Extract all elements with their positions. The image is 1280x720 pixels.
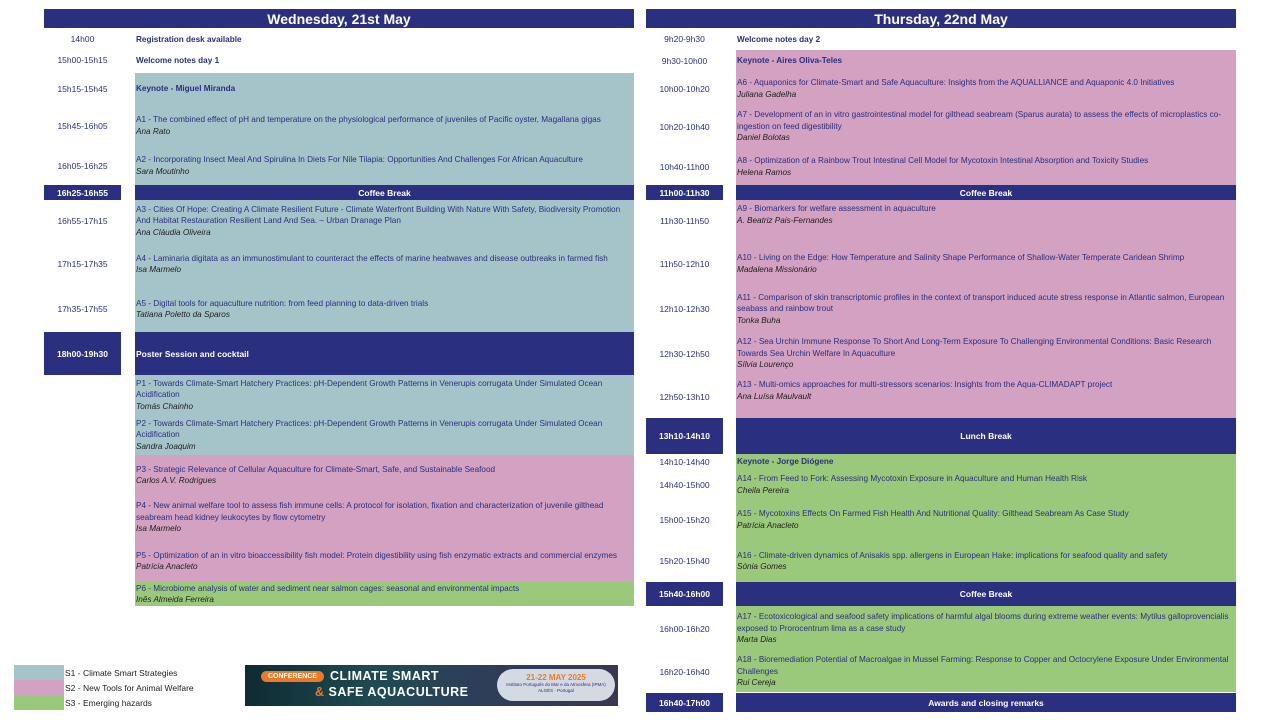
awards-closing: Awards and closing remarks xyxy=(736,693,1236,712)
talk-title: A4 - Laminaria digitata as an immunostimulant to counteract the effects of marine heatwaves and disease outbreaks in farmed fish xyxy=(136,253,608,263)
talk-a16 xyxy=(736,540,1236,582)
talk-title: A7 - Development of an in vitro gastrointestinal model for gilthead seabream (Sparus aurata) to assess the effects of microplastics co-ingestion on feed digestibility xyxy=(737,110,1222,131)
time-a7: 10h20-10h40 xyxy=(659,121,710,132)
keynote-oliva-teles xyxy=(736,50,1236,72)
poster-author: Isa Marmelo xyxy=(136,524,182,534)
keynote-label: Keynote - Miguel Miranda xyxy=(136,84,236,94)
keynote-label: Keynote - Jorge Diógene xyxy=(737,457,834,467)
poster-p1 xyxy=(135,375,634,415)
coffee-break-day2-pm: Coffee Break xyxy=(736,582,1236,606)
talk-author: Tatiana Poletto da Sparos xyxy=(136,310,230,319)
banner-place: ALGÉS · Portugal xyxy=(538,688,574,693)
talk-a14 xyxy=(736,470,1236,499)
talk-author: Helena Ramos xyxy=(737,167,792,177)
talk-title: A12 - Sea Urchin Immune Response To Short And Long-Term Exposure To Challenging Environmental Conditions: Basic Research Towards Sea Urchin Welfare In Aquaculture xyxy=(737,337,1212,358)
poster-author: Inês Almeida Ferreira xyxy=(136,595,214,604)
talk-author: Sílvia Lourenço xyxy=(737,360,794,370)
banner-amp: & xyxy=(315,685,325,699)
conference-banner xyxy=(245,665,618,706)
time-registration: 14h00 xyxy=(70,34,95,44)
talk-a11 xyxy=(736,286,1236,332)
poster-title: P4 - New animal welfare tool to assess fish immune cells: A protocol for isolation, fixation and characterization of juvenile gilthead seabream head kidney leukocytes by flow cytometry xyxy=(136,501,604,522)
legend-s1: S1 - Climate Smart Strategies xyxy=(65,668,178,678)
talk-a3 xyxy=(135,200,634,242)
talk-author: Sónia Gomes xyxy=(737,562,787,571)
legend-s2: S2 - New Tools for Animal Welfare xyxy=(65,683,194,693)
talk-title: A16 - Climate-driven dynamics of Anisakis spp. allergens in European Hake: implications for seafood quality and safety xyxy=(737,550,1168,560)
time-lunch: 13h10-14h10 xyxy=(646,418,723,454)
time-poster-session: 18h00-19h30 xyxy=(44,332,121,375)
time-a2: 16h05-16h25 xyxy=(57,160,108,171)
poster-session-bar xyxy=(135,332,634,375)
talk-author: Marta Dias xyxy=(737,635,777,645)
talk-title: A11 - Comparison of skin transcriptomic profiles in the context of transport induced acute stress response in Atlantic salmon, European seabass and rainbow trout xyxy=(737,292,1225,314)
talk-author: Daniel Bolotas xyxy=(737,133,790,143)
welcome-day1-label: Welcome notes day 1 xyxy=(136,55,220,65)
poster-session-label: Poster Session and cocktail xyxy=(136,348,249,359)
keynote-diogene xyxy=(736,454,1236,470)
poster-author: Tomás Chainho xyxy=(136,401,194,411)
registration-label: Registration desk available xyxy=(136,34,242,44)
talk-a6 xyxy=(736,72,1236,105)
talk-author: Sara Moutinho xyxy=(136,166,190,176)
lunch-break: Lunch Break xyxy=(736,418,1236,454)
talk-a7 xyxy=(736,105,1236,148)
time-awards: 16h40-17h00 xyxy=(646,693,723,712)
talk-title: A10 - Living on the Edge: How Temperature and Salinity Shape Performance of Shallow-Water Temperate Caridean Shrimp xyxy=(737,253,1185,262)
time-a16: 15h20-15h40 xyxy=(659,556,710,566)
time-coffee1-day2: 11h00-11h30 xyxy=(646,185,723,200)
talk-a9 xyxy=(736,200,1236,241)
talk-author: Isa Marmelo xyxy=(136,265,182,274)
talk-a18 xyxy=(736,651,1236,692)
talk-a17 xyxy=(736,606,1236,651)
talk-a4 xyxy=(135,242,634,286)
legend-s3: S3 - Emerging hazards xyxy=(65,698,152,708)
talk-a13 xyxy=(736,375,1236,418)
time-a3: 16h55-17h15 xyxy=(57,216,108,226)
talk-title: A2 - Incorporating Insect Meal And Spirulina In Diets For Nile Tilapia: Opportunities And Challenges For African Aquaculture xyxy=(136,155,583,164)
talk-a10 xyxy=(736,241,1236,286)
banner-venue: Instituto Português do Mar e da Atmosfera (IPMA) xyxy=(506,682,606,687)
poster-title: P5 - Optimization of an in vitro bioaccessibility fish model: Protein digestibility using fish enzymatic extracts and commercial enzymes xyxy=(136,550,617,560)
time-a6: 10h00-10h20 xyxy=(659,83,710,94)
poster-author: Patrícia Anacleto xyxy=(136,562,198,571)
legend-swatch-s2 xyxy=(14,680,64,695)
time-a14: 14h40-15h00 xyxy=(659,479,710,490)
time-keynote-day1: 15h15-15h45 xyxy=(57,84,108,94)
time-welcome-day2: 9h20-9h30 xyxy=(664,34,705,44)
time-a5: 17h35-17h55 xyxy=(57,304,108,314)
talk-a8 xyxy=(736,148,1236,185)
time-coffee-day1: 16h25-16h55 xyxy=(44,185,121,200)
talk-title: A3 - Cities Of Hope: Creating A Climate Resilient Future - Climate Waterfront Building With Nature With Safety, Biodiversity Promotion And Habitat Restauration Resilient Land And Sea. – Urban Dranage Plan xyxy=(136,204,621,226)
talk-a5 xyxy=(135,286,634,332)
time-a10: 11h50-12h10 xyxy=(659,258,710,269)
talk-author: Madalena Missionário xyxy=(737,264,817,274)
banner-date-pill xyxy=(497,669,615,701)
talk-title: A5 - Digital tools for aquaculture nutrition: from feed planning to data-driven trials xyxy=(136,298,429,308)
talk-author: Ana Rato xyxy=(136,126,171,136)
coffee-break-day2-am: Coffee Break xyxy=(736,185,1236,200)
coffee-break-day1: Coffee Break xyxy=(135,185,634,200)
time-a11: 12h10-12h30 xyxy=(659,304,710,314)
poster-title: P6 - Microbiome analysis of water and sediment near salmon cages: seasonal and environmental impacts xyxy=(136,583,520,593)
time-a18: 16h20-16h40 xyxy=(659,666,710,677)
talk-author: Patrícia Anacleto xyxy=(737,520,799,530)
talk-title: A8 - Optimization of a Rainbow Trout Intestinal Cell Model for Mycotoxin Intestinal Absorption and Toxicity Studies xyxy=(737,156,1149,165)
talk-title: A9 - Biomarkers for welfare assessment in aquaculture xyxy=(737,204,936,213)
time-a13: 12h50-13h10 xyxy=(659,391,710,402)
talk-author: Juliana Gadelha xyxy=(737,89,797,99)
time-keynote1-day2: 9h30-10h00 xyxy=(661,56,708,66)
time-keynote2-day2: 14h10-14h40 xyxy=(659,457,710,467)
banner-line1: CLIMATE SMART xyxy=(330,669,440,683)
talk-title: A14 - From Feed to Fork: Assessing Mycotoxin Exposure in Aquaculture and Human Health Risk xyxy=(737,474,1087,483)
banner-line2: SAFE AQUACULTURE xyxy=(328,685,469,699)
keynote-label: Keynote - Aires Oliva-Teles xyxy=(737,56,843,66)
poster-author: Carlos A.V. Rodrigues xyxy=(136,476,217,485)
talk-title: A18 - Bioremediation Potential of Macroalgae in Mussel Farming: Response to Copper and Octocrylene Exposure Under Environmental Challenges xyxy=(737,655,1229,676)
time-a1: 15h45-16h05 xyxy=(57,120,108,131)
poster-p5 xyxy=(135,540,634,582)
talk-author: Tonka Buha xyxy=(737,315,781,325)
conference-tag: CONFERENCE xyxy=(261,671,324,682)
talk-title: A6 - Aquaponics for Climate-Smart and Safe Aquaculture: Insights from the AQUALLIANCE and Aquaponic 4.0 Initiatives xyxy=(737,78,1175,87)
time-coffee2-day2: 15h40-16h00 xyxy=(646,582,723,606)
time-a9: 11h30-11h50 xyxy=(660,215,709,226)
talk-a15 xyxy=(736,499,1236,540)
poster-title: P1 - Towards Climate-Smart Hatchery Practices: pH-Dependent Growth Patterns in Venerupis corrugata Under Simulated Ocean Acidification xyxy=(136,378,603,400)
time-a4: 17h15-17h35 xyxy=(57,259,108,269)
talk-a12 xyxy=(736,332,1236,375)
talk-a2 xyxy=(135,146,634,185)
poster-p3 xyxy=(135,455,634,495)
time-a17: 16h00-16h20 xyxy=(659,623,710,634)
talk-author: Rui Cereja xyxy=(737,678,776,688)
time-a8: 10h40-11h00 xyxy=(659,161,710,172)
talk-author: Cheila Pereira xyxy=(737,485,789,495)
banner-dates: 21-22 MAY 2025 xyxy=(526,673,586,682)
poster-author: Sandra Joaquim xyxy=(136,441,196,451)
legend-swatch-s1 xyxy=(14,665,64,680)
talk-title: A17 - Ecotoxicological and seafood safety implications of harmful algal blooms during extreme weather events: Mytilus galloprovencialis exposed to Prorocentrum lima as a case study xyxy=(737,612,1229,633)
poster-p2 xyxy=(135,415,634,455)
time-a12: 12h30-12h50 xyxy=(659,348,710,359)
poster-title: P3 - Strategic Relevance of Cellular Aquaculture for Climate-Smart, Safe, and Sustainable Seafood xyxy=(136,464,496,474)
time-welcome-day1: 15h00-15h15 xyxy=(57,55,108,65)
talk-title: A15 - Mycotoxins Effects On Farmed Fish Health And Nutritional Quality: Gilthead Seabream As Case Study xyxy=(737,509,1129,518)
talk-author: Ana Cláudia Oliveira xyxy=(136,227,211,237)
legend-swatch-s3 xyxy=(14,695,64,710)
talk-author: Ana Luísa Maulvault xyxy=(737,391,812,401)
talk-author: A. Beatriz Pais-Fernandes xyxy=(737,215,833,225)
poster-p6 xyxy=(135,582,634,606)
day2-header: Thursday, 22nd May xyxy=(646,9,1236,28)
keynote-miranda xyxy=(135,73,634,105)
welcome-day2-label: Welcome notes day 2 xyxy=(737,34,821,44)
talk-title: A1 - The combined effect of pH and temperature on the physiological performance of juveniles of Pacific oyster, Magallana gigas xyxy=(136,115,601,124)
talk-title: A13 - Multi-omics approaches for multi-stressors scenarios: Insights from the Aqua-CLIMADAPT project xyxy=(737,380,1113,389)
day1-header: Wednesday, 21st May xyxy=(44,9,634,28)
poster-title: P2 - Towards Climate-Smart Hatchery Practices: pH-Dependent Growth Patterns in Venerupis corrugata Under Simulated Ocean Acidification xyxy=(136,418,603,440)
banner-line2-wrap xyxy=(315,685,468,699)
talk-a1 xyxy=(135,105,634,146)
poster-p4 xyxy=(135,495,634,540)
time-a15: 15h00-15h20 xyxy=(659,514,710,525)
